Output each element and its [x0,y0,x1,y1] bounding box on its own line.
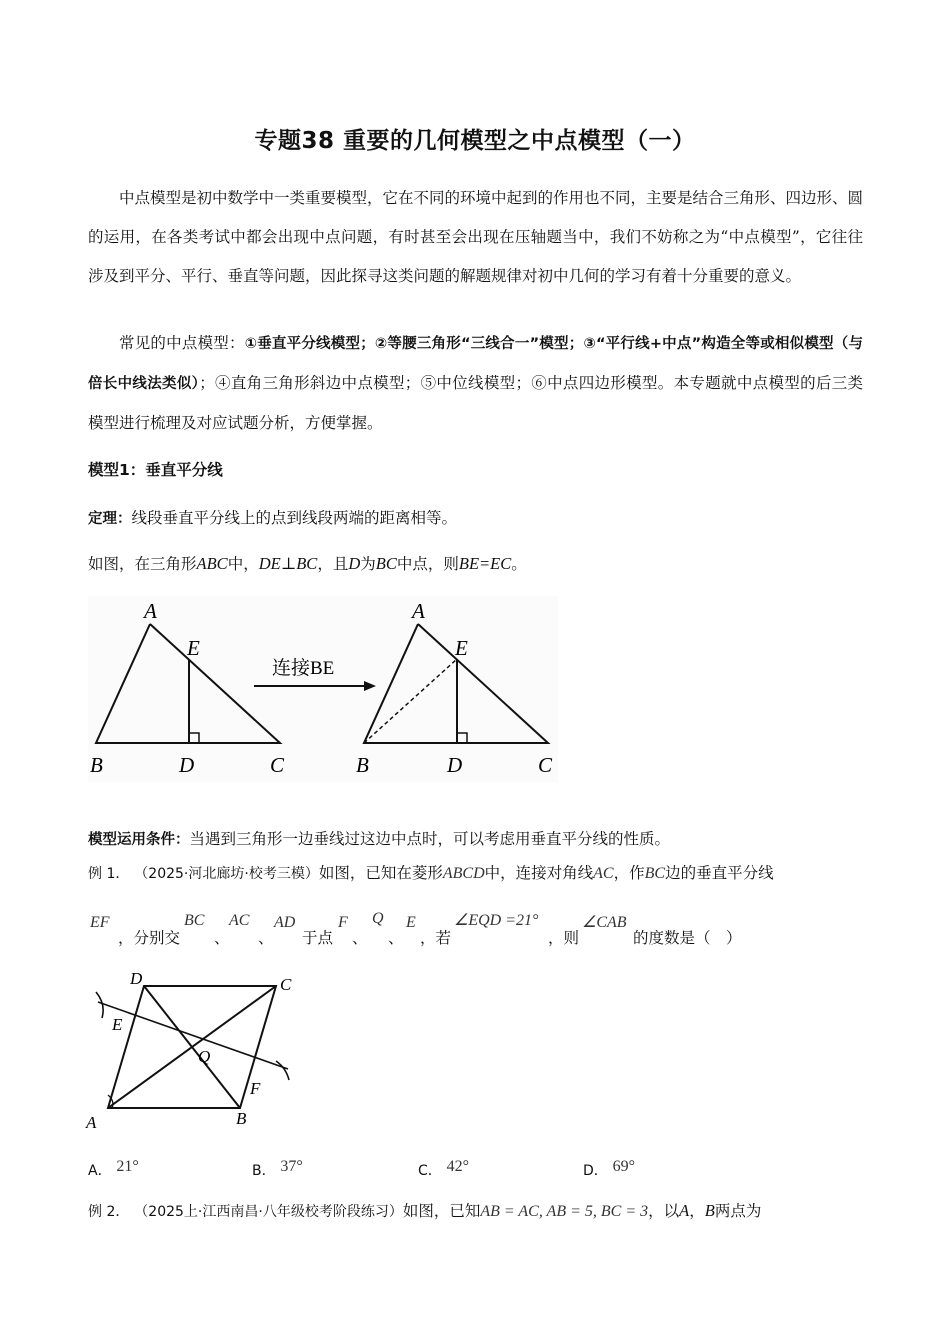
desc-text: 。 [511,555,527,573]
option-c-value: 42° [446,1158,469,1175]
theorem-line [88,506,457,528]
usage-label: 模型运用条件： [88,832,190,848]
example1-text: ，若 [420,929,452,947]
left-label-d: D [179,753,195,777]
left-label-e: E [187,636,200,660]
math-angle-cab: ∠CAB [582,914,627,931]
example1-line2 [88,910,868,950]
right-label-e: E [455,636,468,660]
option-d[interactable] [583,1160,635,1180]
option-d-value: 69° [612,1158,635,1175]
desc-text: 为 [360,555,376,573]
rhombus-label-b: B [236,1109,247,1128]
example1-text: 的度数是（ ） [633,929,742,947]
right-label-c: C [538,753,553,777]
math-ac-2: AC [229,912,250,929]
example1-text: 中，连接对角线 [484,864,594,882]
desc-text: ，且 [317,555,349,573]
arrow-label: 连接BE [272,658,335,679]
desc-text: 中点，则 [396,555,459,573]
desc-bc: BC [375,554,397,573]
option-b[interactable] [252,1160,303,1180]
rhombus-figure [84,968,304,1136]
example1-text: ，则 [548,929,580,947]
separator: ， [689,1202,705,1220]
option-a-value: 21° [116,1158,139,1175]
option-b-key: B． [252,1163,276,1179]
example2-text: 两点为 [714,1202,762,1220]
math-e: E [406,914,416,931]
common-models-bold: ①垂直平分线模型；②等腰三角形“三线合一”模型；③“平行线+中点”构造全等或相似模型（与倍长中线法类似） [88,336,863,392]
rhombus-label-f: F [250,1079,261,1098]
desc-abc: ABC [196,554,228,573]
math-bc: BC [644,865,666,882]
separator: 、 [214,929,230,947]
separator: 、 [388,929,404,947]
math-b: B [704,1201,715,1220]
math-bc-2: BC [184,912,205,929]
example2-text: 如图，已知 [402,1202,481,1220]
example2-number: 例 2． [88,1204,130,1220]
figure-description [88,552,527,574]
example1-source: （2025·河北廊坊·校考三模） [134,866,319,882]
example2-text: ，以 [648,1202,680,1220]
option-d-key: D． [583,1163,608,1179]
usage-line [88,827,670,849]
left-label-a: A [144,599,157,623]
example2-source: （2025上·江西南昌·八年级校考阶段练习） [134,1204,403,1220]
right-label-b: B [356,753,369,777]
perpendicular-bisector-figure [88,596,558,782]
left-label-c: C [270,753,285,777]
common-models-rest: ；④直角三角形斜边中点模型；⑤中位线模型；⑥中点四边形模型。本专题就中点模型的后三类模型进行梳理及对应试题分析，方便掌握。 [88,374,864,432]
common-models-prefix: 常见的中点模型： [119,334,245,352]
option-b-value: 37° [280,1158,303,1175]
math-f: F [338,914,348,931]
desc-de-perp-bc: DE⊥BC [258,554,318,573]
usage-text: 当遇到三角形一边垂线过这边中点时，可以考虑用垂直平分线的性质。 [189,830,671,848]
page-title: 专题38 重要的几何模型之中点模型（一） [254,128,696,154]
right-label-a: A [412,599,425,623]
desc-text: 中， [227,555,259,573]
math-ad: AD [274,914,296,931]
option-a[interactable] [88,1160,139,1180]
option-c[interactable] [418,1160,469,1180]
separator: 、 [258,929,274,947]
example1-text: 于点 [302,929,334,947]
math-ac: AC [593,865,614,882]
rhombus-label-q: Q [198,1047,211,1066]
example1-text: 如图，已知在菱形 [318,864,443,882]
rhombus-label-d: D [130,969,143,988]
math-ef: EF [90,914,110,931]
right-label-d: D [447,753,463,777]
model1-heading: 模型1：垂直平分线 [88,461,223,479]
rhombus-label-c: C [280,975,292,994]
example1-line1 [88,861,774,883]
left-label-b: B [90,753,103,777]
common-models-paragraph [88,324,863,443]
desc-text: 如图，在三角形 [88,555,197,573]
example1-text: ，作 [613,864,645,882]
example1-text: 边的垂直平分线 [665,864,774,882]
math-q: Q [372,910,384,927]
example2-condition: AB = AC, AB = 5, BC = 3 [480,1203,649,1220]
separator: 、 [352,929,368,947]
rhombus-label-a: A [86,1113,97,1132]
example2-line [88,1199,761,1221]
desc-d: D [348,554,361,573]
example1-text: ，分别交 [118,929,181,947]
desc-conclusion: BE=EC [458,554,512,573]
math-abcd: ABCD [442,865,485,882]
rhombus-label-e: E [112,1015,123,1034]
option-a-key: A． [88,1163,112,1179]
math-angle-eqd: ∠EQD =21° [454,912,539,929]
theorem-label: 定理： [88,511,132,527]
intro-paragraph: 中点模型是初中数学中一类重要模型，它在不同的环境中起到的作用也不同，主要是结合三角形、四边形、圆的运用，在各类考试中都会出现中点问题，有时甚至会出现在压轴题当中，我们不妨称之为“中点模型”，它往往涉及到平分、平行、垂直等问题，因此探寻这类问题的解题规律对初中几何的学习有着十分重要的意义。 [88,189,864,285]
option-c-key: C． [418,1163,442,1179]
example1-number: 例 1． [88,866,130,882]
math-a: A [679,1201,690,1220]
theorem-text: 线段垂直平分线上的点到线段两端的距离相等。 [131,509,458,527]
